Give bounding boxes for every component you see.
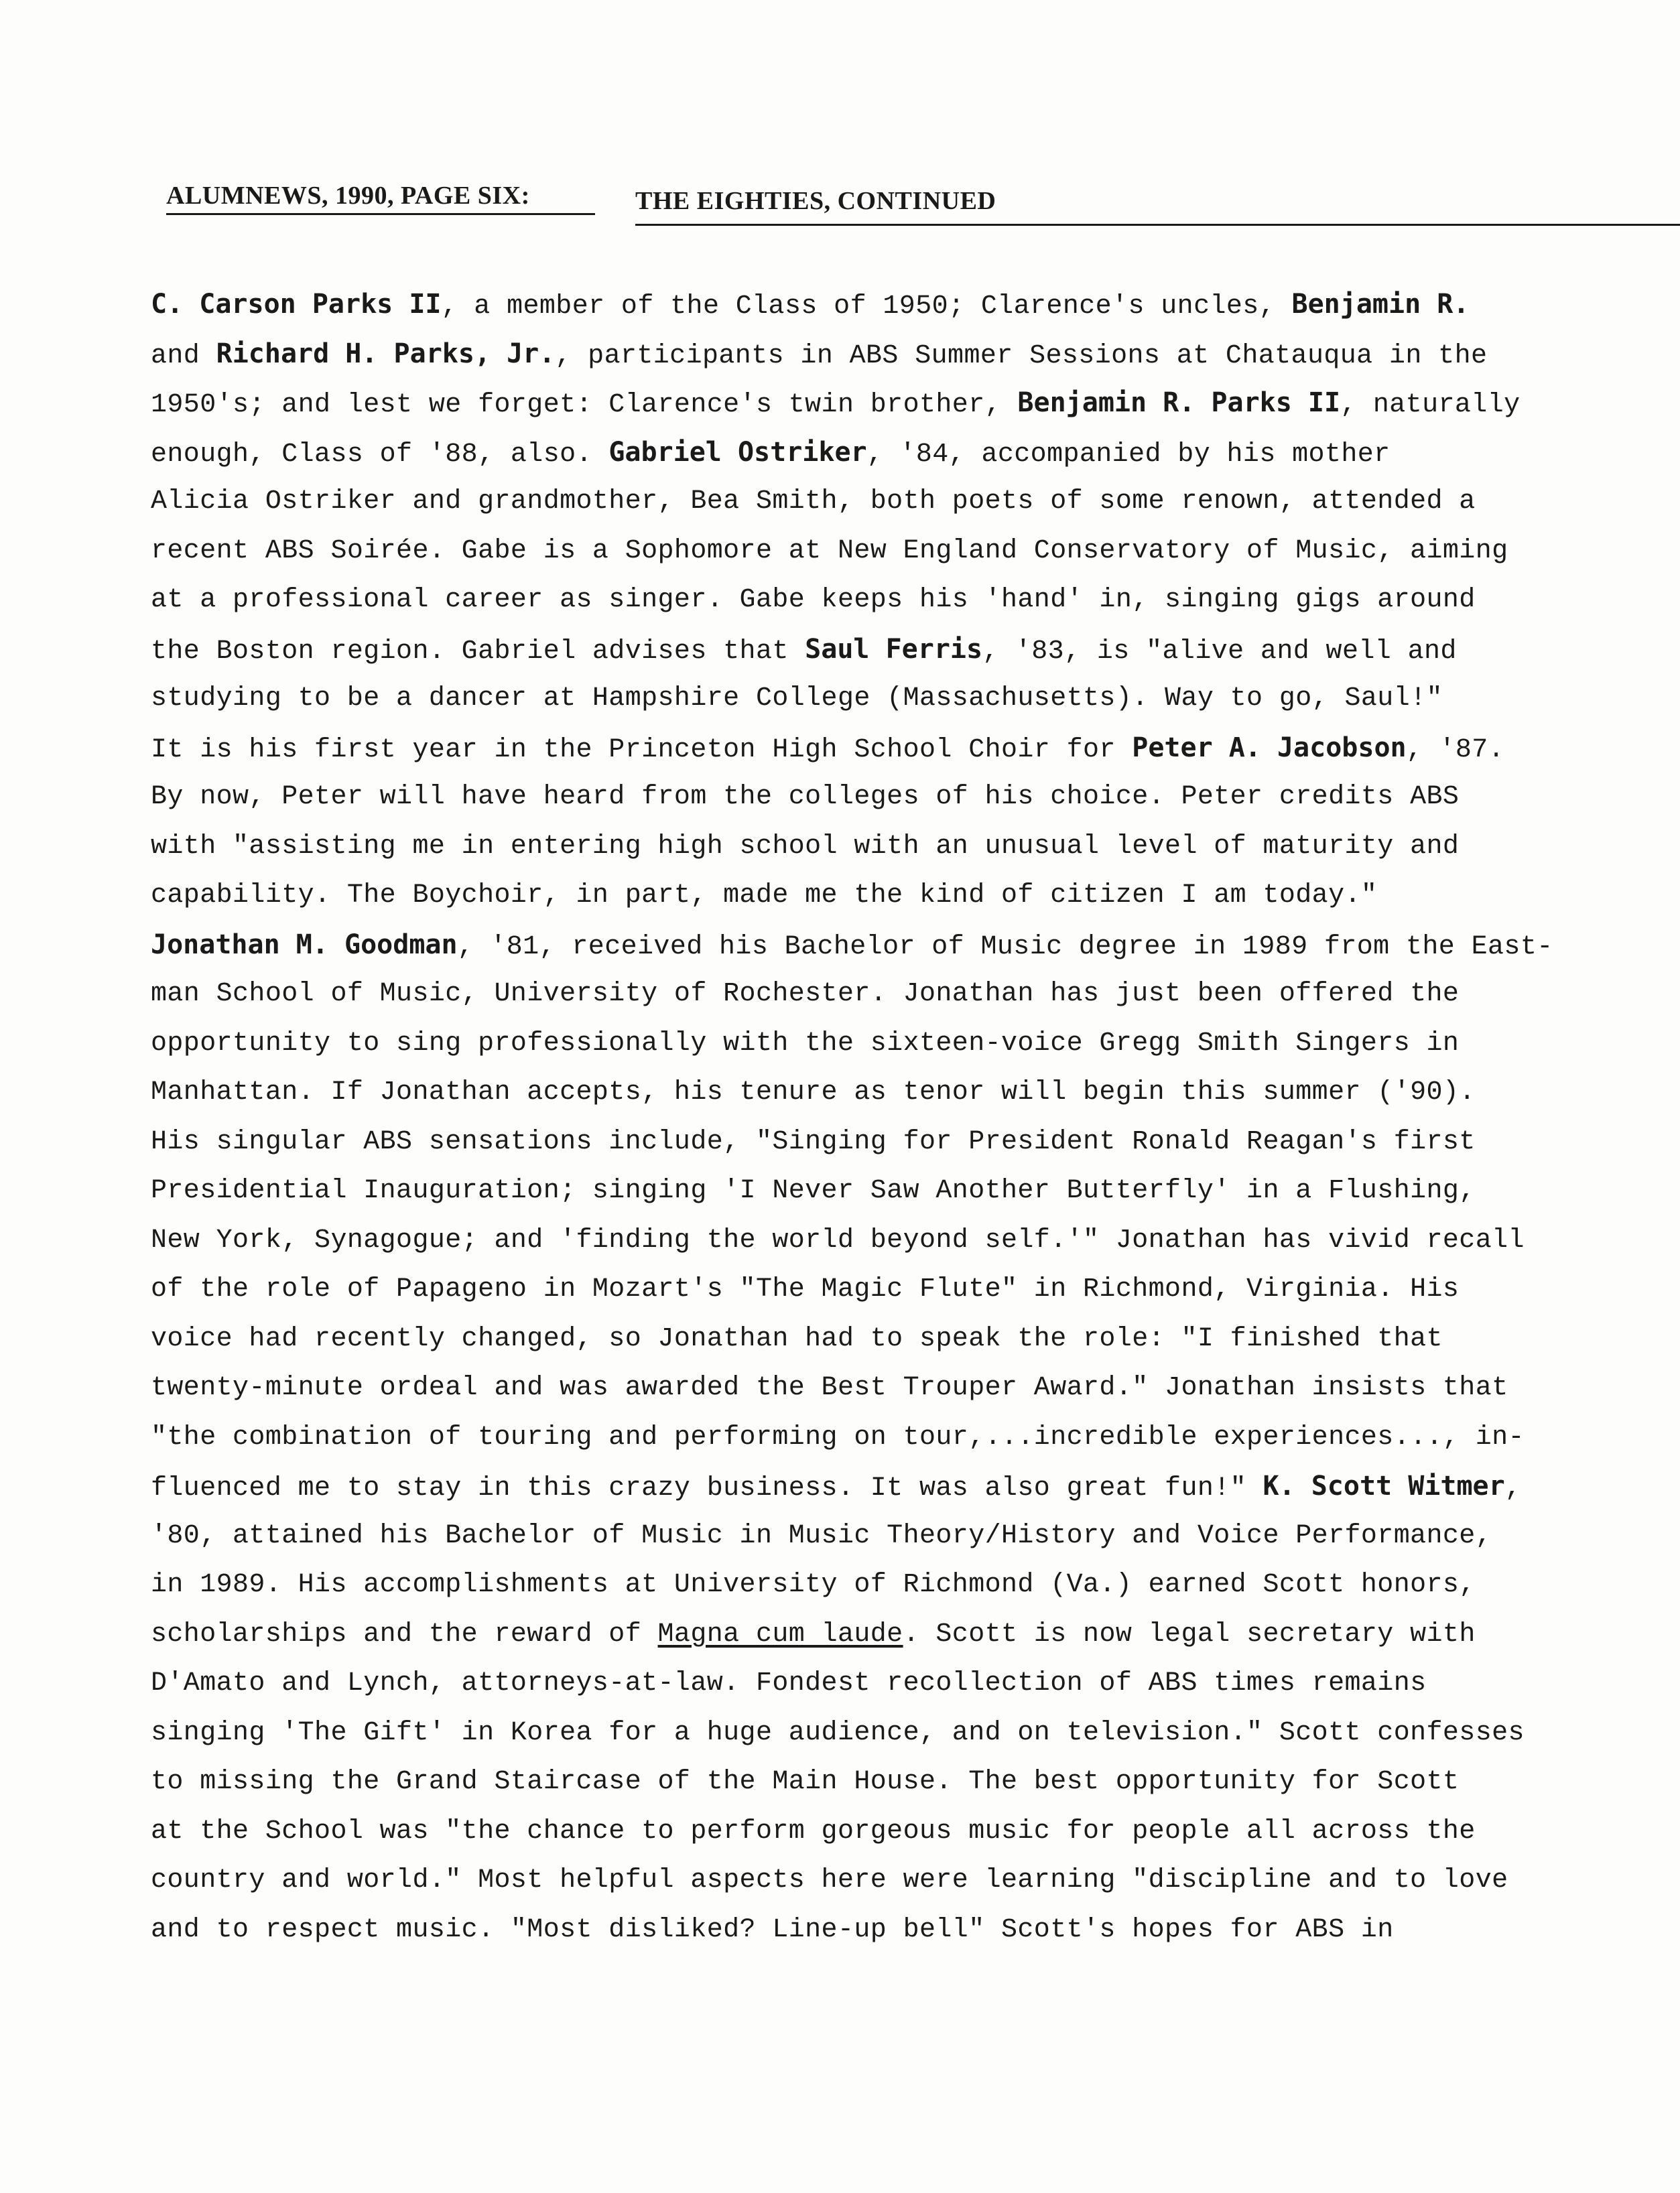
text-segment: "the combination of touring and performing on tour,...incredible experiences..., in- (151, 1422, 1525, 1453)
text-segment: opportunity to sing professionally with the sixteen-voice Gregg Smith Singers in (151, 1028, 1460, 1059)
text-segment: , '81, received his Bachelor of Music degree in 1989 from the East- (457, 931, 1553, 962)
text-segment: By now, Peter will have heard from the colleges of his choice. Peter credits ABS (151, 782, 1460, 812)
alumni-name: K. Scott Witmer (1263, 1471, 1505, 1502)
text-line (151, 1364, 1598, 1413)
header-left-title: ALUMNEWS, 1990, PAGE SIX: (166, 181, 595, 215)
text-segment: of the role of Papageno in Mozart's "The Magic Flute" in Richmond, Virginia. His (151, 1274, 1460, 1305)
text-line (151, 674, 1598, 724)
text-segment: D'Amato and Lynch, attorneys-at-law. Fondest recollection of ABS times remains (151, 1668, 1427, 1699)
text-line (151, 724, 1598, 773)
text-segment: the Boston region. Gabriel advises that (151, 636, 805, 667)
text-segment: , '83, is "alive and well and (982, 636, 1457, 667)
header-rule (635, 224, 1680, 226)
text-segment: Presidential Inauguration; singing 'I Never Saw Another Butterfly' in a Flushing, (151, 1176, 1476, 1206)
text-segment: . Scott is now legal secretary with (903, 1619, 1476, 1650)
header-section-title: THE EIGHTIES, CONTINUED (635, 187, 996, 215)
alumni-name: Gabriel Ostriker (608, 436, 867, 468)
text-segment: with "assisting me in entering high school with an unusual level of maturity and (151, 831, 1460, 862)
text-line (151, 1856, 1598, 1906)
text-segment: , '84, accompanied by his mother (866, 439, 1391, 470)
alumni-name: Peter A. Jacobson (1132, 732, 1407, 763)
text-line (151, 1315, 1598, 1364)
text-line (151, 970, 1598, 1019)
text-segment: fluenced me to stay in this crazy business. It was also great fun!" (151, 1473, 1263, 1504)
text-segment: capability. The Boychoir, in part, made me the kind of citizen I am today." (151, 880, 1378, 911)
text-line (151, 280, 1598, 330)
text-segment: , (1504, 1473, 1522, 1504)
text-segment: '80, attained his Bachelor of Music in Music Theory/History and Voice Performance, (151, 1520, 1492, 1551)
text-line (151, 773, 1598, 822)
text-segment: It is his first year in the Princeton High School Choir for (151, 734, 1133, 765)
text-line (151, 1019, 1598, 1069)
text-line (151, 1807, 1598, 1857)
text-line (151, 1709, 1598, 1758)
text-segment: country and world." Most helpful aspects here were learning "discipline and to love (151, 1865, 1508, 1896)
text-segment: scholarships and the reward of (151, 1619, 658, 1650)
text-line (151, 1118, 1598, 1167)
text-line (151, 428, 1598, 478)
text-line (151, 822, 1598, 872)
text-line (151, 625, 1598, 675)
text-segment: studying to be a dancer at Hampshire College (Massachusetts). Way to go, Saul!" (151, 683, 1443, 714)
text-line (151, 1462, 1598, 1512)
text-line (151, 1560, 1598, 1610)
text-segment: man School of Music, University of Rochester. Jonathan has just been offered the (151, 979, 1460, 1009)
text-line (151, 1216, 1598, 1266)
article-body (151, 280, 1598, 1954)
alumni-name: Richard H. Parks, Jr. (216, 338, 556, 369)
text-segment: , naturally (1340, 390, 1521, 420)
text-line (151, 921, 1598, 970)
text-segment: , a member of the Class of 1950; Clarence's uncles, (441, 291, 1292, 322)
text-segment: 1950's; and lest we forget: Clarence's twin brother, (151, 390, 1018, 420)
text-line (151, 1413, 1598, 1463)
text-line (151, 1167, 1598, 1216)
text-line (151, 1610, 1598, 1660)
text-line (151, 527, 1598, 576)
underlined-text: Magna cum laude (657, 1619, 903, 1650)
page-header (166, 176, 1580, 229)
alumni-name: Benjamin R. (1291, 289, 1470, 320)
alumni-name: Benjamin R. Parks II (1017, 387, 1341, 418)
text-line (151, 1068, 1598, 1118)
text-segment: in 1989. His accomplishments at University of Richmond (Va.) earned Scott honors, (151, 1570, 1476, 1600)
text-segment: voice had recently changed, so Jonathan had to speak the role: "I finished that (151, 1323, 1443, 1354)
text-segment: New York, Synagogue; and 'finding the world beyond self.'" Jonathan has vivid recall (151, 1225, 1525, 1256)
text-line (151, 477, 1598, 527)
text-line (151, 576, 1598, 625)
text-segment: Manhattan. If Jonathan accepts, his tenure as tenor will begin this summer ('90). (151, 1077, 1476, 1108)
text-line (151, 1265, 1598, 1315)
text-line (151, 330, 1598, 379)
text-segment: , participants in ABS Summer Sessions at Chatauqua in the (555, 340, 1488, 371)
text-segment: His singular ABS sensations include, "Singing for President Ronald Reagan's first (151, 1126, 1476, 1157)
text-segment: to missing the Grand Staircase of the Main House. The best opportunity for Scott (151, 1767, 1460, 1797)
text-line (151, 1512, 1598, 1561)
text-segment: singing 'The Gift' in Korea for a huge audience, and on television." Scott confesses (151, 1717, 1525, 1748)
text-segment: at a professional career as singer. Gabe keeps his 'hand' in, singing gigs around (151, 585, 1476, 615)
text-line (151, 1659, 1598, 1709)
alumni-name: Jonathan M. Goodman (151, 929, 458, 960)
text-segment: twenty-minute ordeal and was awarded the Best Trouper Award." Jonathan insists that (151, 1373, 1508, 1403)
alumni-name: Saul Ferris (805, 633, 983, 665)
text-line (151, 1757, 1598, 1807)
text-segment: recent ABS Soirée. Gabe is a Sophomore at New England Conservatory of Music, aiming (151, 535, 1508, 566)
text-segment: and (151, 340, 216, 371)
text-line (151, 379, 1598, 428)
alumni-name: C. Carson Parks II (151, 289, 442, 320)
text-segment: , '87. (1406, 734, 1505, 765)
text-line (151, 871, 1598, 921)
text-segment: and to respect music. "Most disliked? Line-up bell" Scott's hopes for ABS in (151, 1914, 1394, 1945)
text-segment: at the School was "the chance to perform gorgeous music for people all across the (151, 1816, 1476, 1847)
text-segment: enough, Class of '88, also. (151, 439, 609, 470)
text-line (151, 1906, 1598, 1955)
text-segment: Alicia Ostriker and grandmother, Bea Smith, both poets of some renown, attended a (151, 486, 1476, 517)
